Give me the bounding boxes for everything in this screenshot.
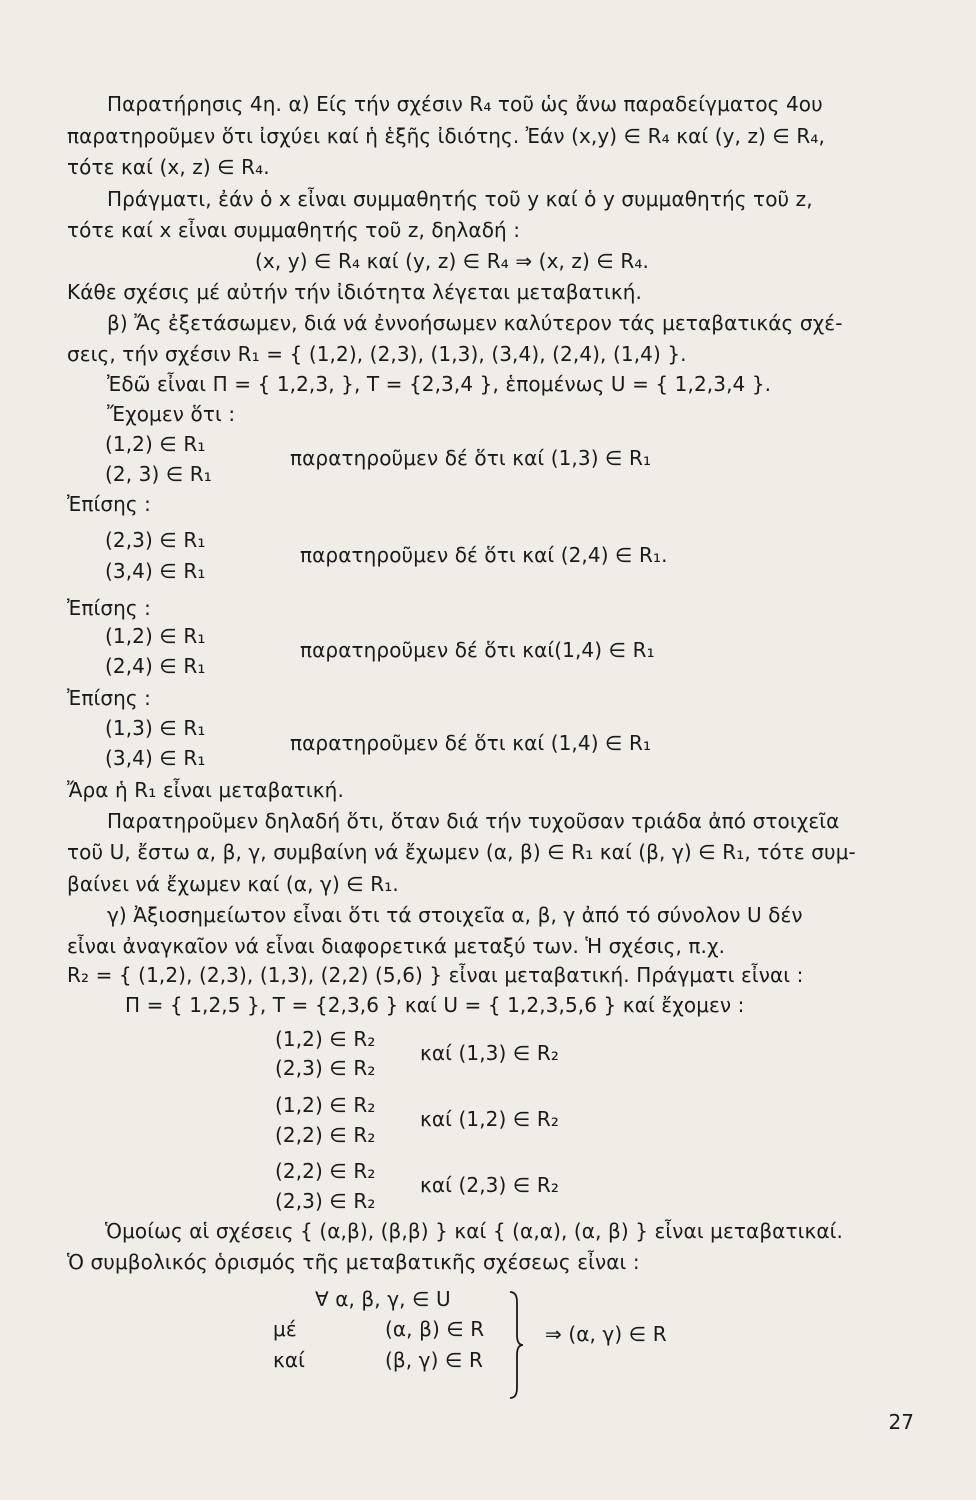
line-48: (α, β) ∈ R xyxy=(385,1317,485,1341)
line-41: (2,2) ∈ R₂ xyxy=(275,1159,376,1183)
line-39: καί (1,2) ∈ R₂ xyxy=(420,1107,559,1131)
line-47: μέ xyxy=(273,1317,297,1341)
line-29: τοῦ U, ἔστω α, β, γ, συμβαίνη νά ἔχωμεν (α, β) ∈ R₁ καί (β, γ) ∈ R₁, τότε συμ- xyxy=(67,840,856,864)
line-05: τότε καί x εἶναι συμμαθητής τοῦ z, δηλαδή : xyxy=(67,218,521,242)
line-42: καί (2,3) ∈ R₂ xyxy=(420,1173,559,1197)
line-34: Π = { 1,2,5 }, Τ = {2,3,6 } καί U = { 1,2,3,5,6 } καί ἔχομεν : xyxy=(125,993,745,1017)
line-33: R₂ = { (1,2), (2,3), (1,3), (2,2) (5,6) } εἶναι μεταβατική. Πράγματι εἶναι : xyxy=(67,963,804,987)
line-32: εἶναι ἀναγκαῖον νά εἶναι διαφορετικά μεταξύ των. Ἡ σχέσις, π.χ. xyxy=(67,934,726,958)
line-24: (1,3) ∈ R₁ xyxy=(105,716,206,740)
page-number: 27 xyxy=(888,1410,914,1434)
line-09: σεις, τήν σχέσιν R₁ = { (1,2), (2,3), (1,3), (3,4), (2,4), (1,4) }. xyxy=(67,342,687,366)
line-40: (2,2) ∈ R₂ xyxy=(275,1123,376,1147)
line-06: (x, y) ∈ R₄ καί (y, z) ∈ R₄ ⇒ (x, z) ∈ R₄. xyxy=(255,249,649,273)
line-31: γ) Ἀξιοσημείωτον εἶναι ὅτι τά στοιχεῖα α, β, γ ἀπό τό σύνολον U δέν xyxy=(107,903,803,927)
line-25: παρατηροῦμεν δέ ὅτι καί (1,4) ∈ R₁ xyxy=(290,731,652,755)
line-14: (2, 3) ∈ R₁ xyxy=(105,462,212,486)
line-11: Ἔχομεν ὅτι : xyxy=(107,402,236,426)
line-03: τότε καί (x, z) ∈ R₄. xyxy=(67,155,270,179)
line-45: Ὁ συμβολικός ὁρισμός τῆς μεταβατικῆς σχέσεως εἶναι : xyxy=(67,1250,640,1274)
line-27: Ἄρα ἡ R₁ εἶναι μεταβατική. xyxy=(67,778,344,802)
line-50: καί xyxy=(273,1348,306,1372)
line-15: Ἐπίσης : xyxy=(67,492,152,516)
line-30: βαίνει νά ἔχωμεν καί (α, γ) ∈ R₁. xyxy=(67,872,399,896)
right-brace-icon xyxy=(508,1290,524,1400)
line-46: ∀ α, β, γ, ∈ U xyxy=(315,1287,451,1311)
line-44: Ὁμοίως αἱ σχέσεις { (α,β), (β,β) } καί { (α,α), (α, β) } εἶναι μεταβατικαί. xyxy=(105,1219,843,1243)
line-07: Κάθε σχέσις μέ αὐτήν τήν ἰδιότητα λέγεται μεταβατική. xyxy=(67,280,643,304)
line-10: Ἐδῶ εἶναι Π = { 1,2,3, }, Τ = {2,3,4 }, ἑπομένως U = { 1,2,3,4 }. xyxy=(107,372,772,396)
line-12: (1,2) ∈ R₁ xyxy=(105,432,206,456)
line-21: παρατηροῦμεν δέ ὅτι καί(1,4) ∈ R₁ xyxy=(300,638,655,662)
line-51: (β, γ) ∈ R xyxy=(385,1348,483,1372)
line-43: (2,3) ∈ R₂ xyxy=(275,1189,376,1213)
line-37: (2,3) ∈ R₂ xyxy=(275,1056,376,1080)
line-01: Παρατήρησις 4η. α) Είς τήν σχέσιν R₄ τοῦ ὡς ἄνω παραδείγματος 4ου xyxy=(107,92,823,116)
line-23: Ἐπίσης : xyxy=(67,686,152,710)
line-49: ⇒ (α, γ) ∈ R xyxy=(545,1322,667,1346)
line-17: παρατηροῦμεν δέ ὅτι καί (2,4) ∈ R₁. xyxy=(300,543,668,567)
line-26: (3,4) ∈ R₁ xyxy=(105,746,206,770)
line-18: (3,4) ∈ R₁ xyxy=(105,559,206,583)
line-38: (1,2) ∈ R₂ xyxy=(275,1093,376,1117)
line-20: (1,2) ∈ R₁ xyxy=(105,624,206,648)
line-36: καί (1,3) ∈ R₂ xyxy=(420,1041,559,1065)
line-02: παρατηροῦμεν ὅτι ἰσχύει καί ἡ ἑξῆς ἰδιότης. Ἐάν (x,y) ∈ R₄ καί (y, z) ∈ R₄, xyxy=(67,124,825,148)
line-28: Παρατηροῦμεν δηλαδή ὅτι, ὅταν διά τήν τυχοῦσαν τριάδα ἀπό στοιχεῖα xyxy=(107,809,840,833)
line-13: παρατηροῦμεν δέ ὅτι καί (1,3) ∈ R₁ xyxy=(290,446,652,470)
line-19: Ἐπίσης : xyxy=(67,596,152,620)
line-08: β) Ἄς ἐξετάσωμεν, διά νά ἐννοήσωμεν καλύτερον τάς μεταβατικάς σχέ- xyxy=(107,311,843,335)
line-35: (1,2) ∈ R₂ xyxy=(275,1027,376,1051)
line-04: Πράγματι, ἐάν ὁ x εἶναι συμμαθητής τοῦ y καί ὁ y συμμαθητής τοῦ z, xyxy=(107,187,813,211)
line-22: (2,4) ∈ R₁ xyxy=(105,654,206,678)
line-16: (2,3) ∈ R₁ xyxy=(105,528,206,552)
